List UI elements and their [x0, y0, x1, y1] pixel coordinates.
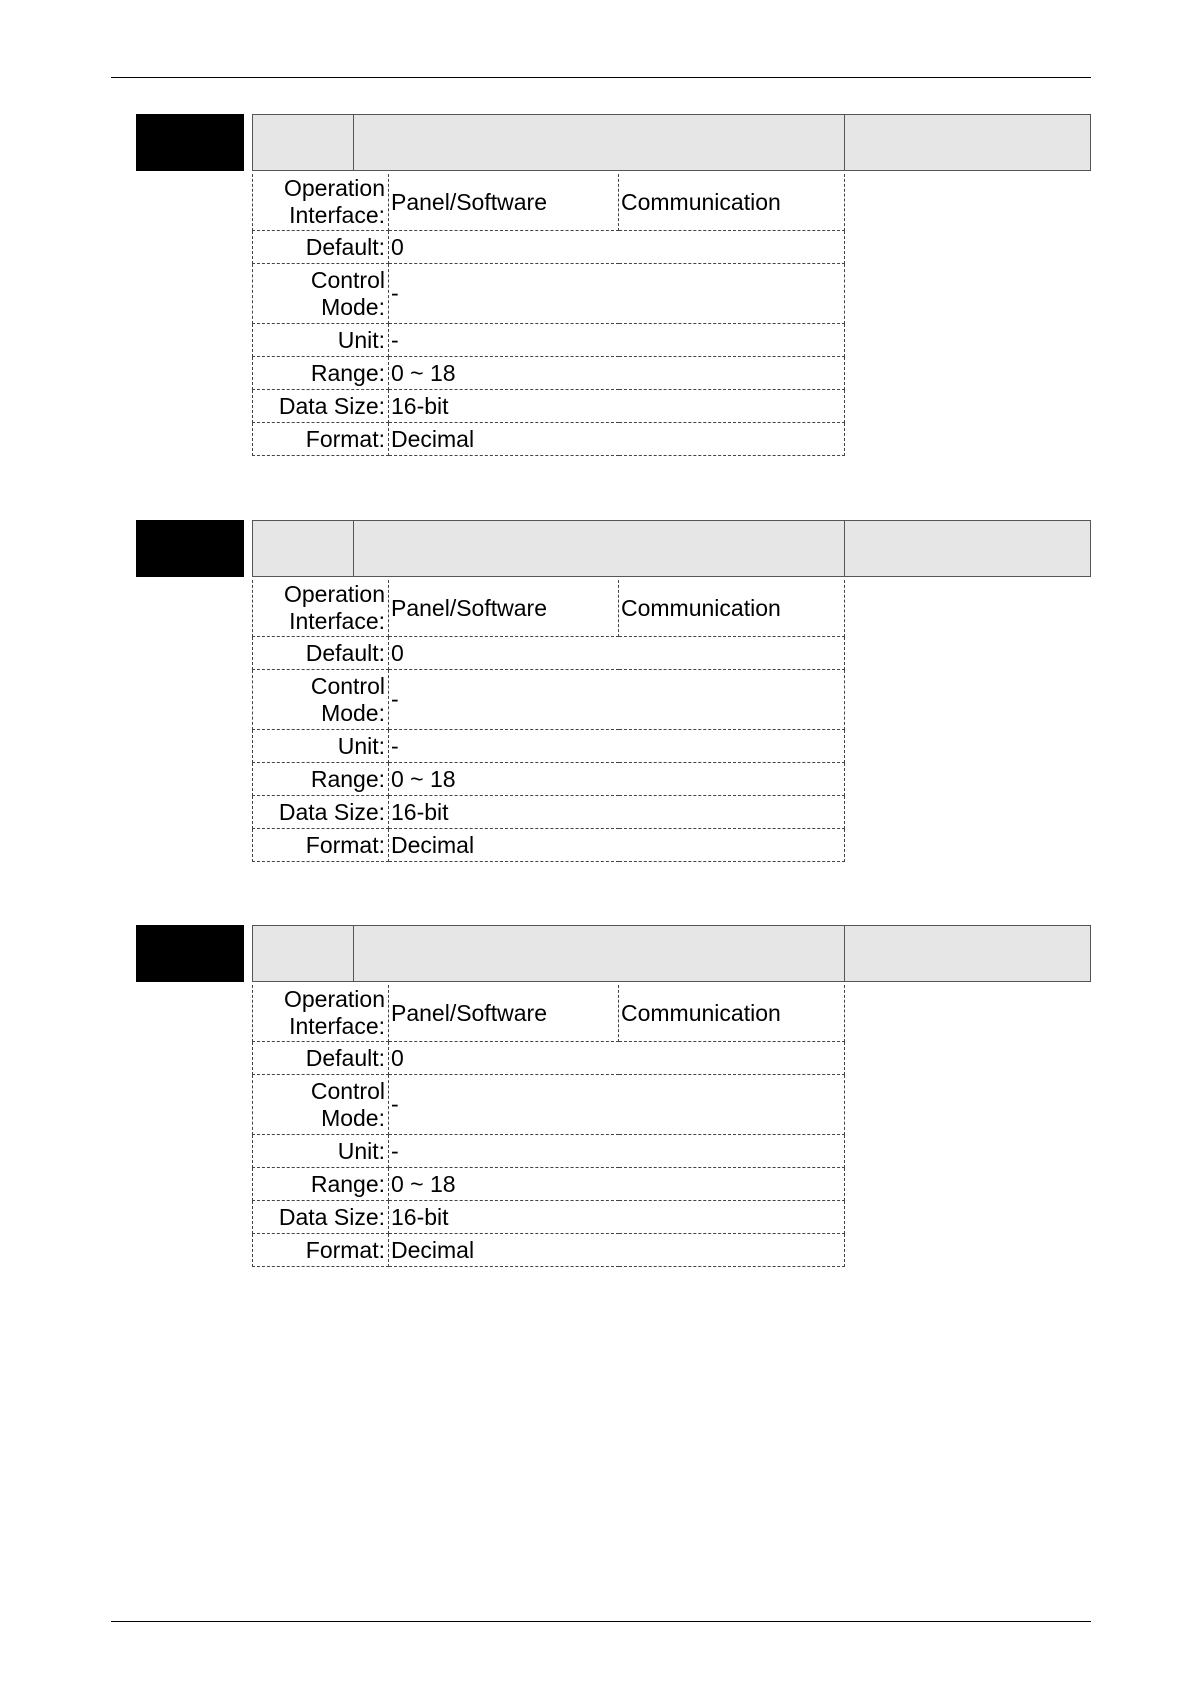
label-range: Range: [253, 1168, 389, 1201]
header-cell-address [845, 521, 1090, 576]
label-data-size: Data Size: [253, 796, 389, 829]
header-cell-name [353, 926, 845, 981]
label-range: Range: [253, 763, 389, 796]
parameter-code-tag [136, 520, 244, 577]
header-cell-id [253, 115, 354, 170]
value-panel-software: Panel/Software [389, 985, 619, 1042]
label-operation-interface: Operation Interface: [253, 985, 389, 1042]
row-format [253, 423, 845, 456]
value-unit: - [389, 730, 845, 763]
label-default: Default: [253, 1042, 389, 1075]
label-format: Format: [253, 1234, 389, 1267]
value-range: 0 ~ 18 [389, 763, 845, 796]
parameter-block-3 [136, 925, 1092, 1285]
value-unit: - [389, 1135, 845, 1168]
label-range: Range: [253, 357, 389, 390]
value-default: 0 [389, 1042, 845, 1075]
top-rule [111, 77, 1091, 78]
row-format [253, 829, 845, 862]
value-data-size: 16-bit [389, 1201, 845, 1234]
label-data-size: Data Size: [253, 1201, 389, 1234]
value-data-size: 16-bit [389, 796, 845, 829]
parameter-spec-table [252, 580, 845, 862]
value-data-size: 16-bit [389, 390, 845, 423]
parameter-header [252, 925, 1091, 982]
row-default [253, 637, 845, 670]
value-panel-software: Panel/Software [389, 580, 619, 637]
label-format: Format: [253, 423, 389, 456]
row-data-size [253, 390, 845, 423]
label-data-size: Data Size: [253, 390, 389, 423]
row-unit [253, 1135, 845, 1168]
row-range [253, 763, 845, 796]
parameter-code-tag [136, 114, 244, 171]
row-range [253, 357, 845, 390]
header-cell-id [253, 521, 354, 576]
value-default: 0 [389, 231, 845, 264]
row-default [253, 1042, 845, 1075]
row-default [253, 231, 845, 264]
row-format [253, 1234, 845, 1267]
parameter-spec-table [252, 174, 845, 456]
row-control-mode [253, 264, 845, 324]
label-operation-interface: Operation Interface: [253, 174, 389, 231]
value-format: Decimal [389, 423, 845, 456]
label-control-mode: Control Mode: [253, 264, 389, 324]
value-default: 0 [389, 637, 845, 670]
label-unit: Unit: [253, 324, 389, 357]
label-format: Format: [253, 829, 389, 862]
header-cell-name [353, 521, 845, 576]
value-control-mode: - [389, 670, 845, 730]
header-cell-id [253, 926, 354, 981]
bottom-rule [111, 1621, 1091, 1622]
value-range: 0 ~ 18 [389, 1168, 845, 1201]
parameter-header [252, 520, 1091, 577]
value-format: Decimal [389, 1234, 845, 1267]
header-cell-address [845, 926, 1090, 981]
value-control-mode: - [389, 264, 845, 324]
row-data-size [253, 1201, 845, 1234]
value-communication: Communication [619, 580, 845, 637]
header-cell-address [845, 115, 1090, 170]
value-panel-software: Panel/Software [389, 174, 619, 231]
parameter-spec-table [252, 985, 845, 1267]
value-control-mode: - [389, 1075, 845, 1135]
label-operation-interface: Operation Interface: [253, 580, 389, 637]
row-range [253, 1168, 845, 1201]
label-control-mode: Control Mode: [253, 670, 389, 730]
row-operation-interface [253, 580, 845, 637]
row-control-mode [253, 1075, 845, 1135]
header-cell-name [353, 115, 845, 170]
row-operation-interface [253, 985, 845, 1042]
label-unit: Unit: [253, 730, 389, 763]
value-unit: - [389, 324, 845, 357]
parameter-block-1 [136, 114, 1092, 474]
value-communication: Communication [619, 174, 845, 231]
value-range: 0 ~ 18 [389, 357, 845, 390]
label-default: Default: [253, 231, 389, 264]
label-default: Default: [253, 637, 389, 670]
value-communication: Communication [619, 985, 845, 1042]
parameter-code-tag [136, 925, 244, 982]
row-data-size [253, 796, 845, 829]
row-unit [253, 730, 845, 763]
label-unit: Unit: [253, 1135, 389, 1168]
row-operation-interface [253, 174, 845, 231]
parameter-header [252, 114, 1091, 171]
label-control-mode: Control Mode: [253, 1075, 389, 1135]
parameter-block-2 [136, 520, 1092, 880]
value-format: Decimal [389, 829, 845, 862]
row-unit [253, 324, 845, 357]
row-control-mode [253, 670, 845, 730]
